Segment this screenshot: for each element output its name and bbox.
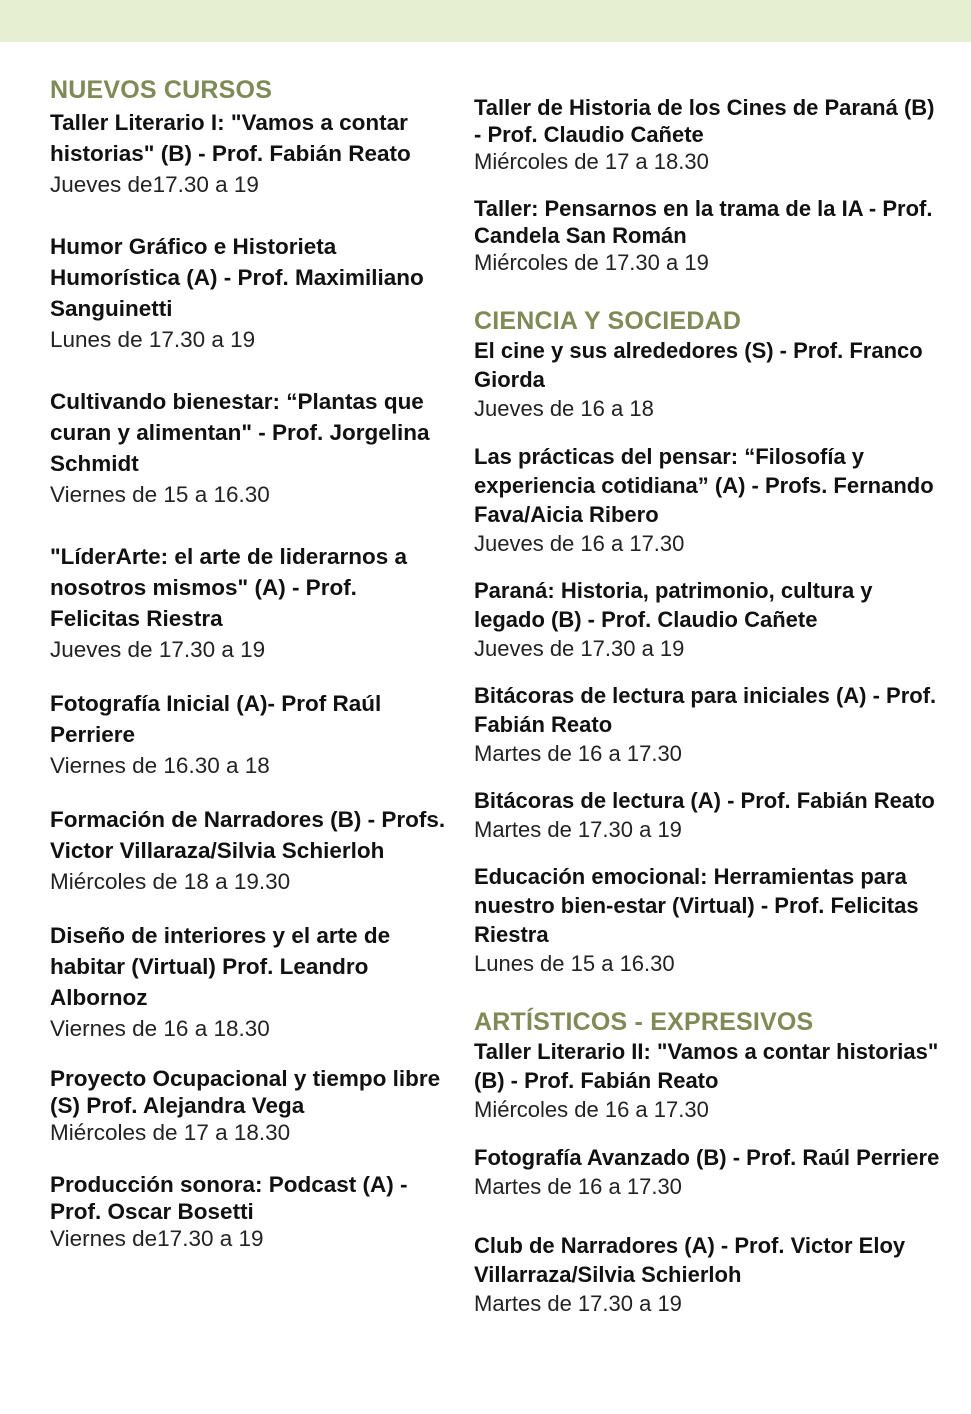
section-heading-artisticos-expresivos: ARTÍSTICOS - EXPRESIVOS [474, 1008, 814, 1036]
course-schedule: Jueves de17.30 a 19 [50, 172, 259, 197]
course-item [474, 442, 944, 558]
course-title: Las prácticas del pensar: “Filosofía y experiencia cotidiana” (A) - Profs. Fernando Fava/Aicia Ribero [474, 444, 934, 527]
right-column [474, 94, 944, 1318]
course-title: Taller Literario II: "Vamos a contar historias" (B) - Prof. Fabián Reato [474, 1039, 939, 1093]
course-schedule: Martes de 17.30 a 19 [474, 1291, 682, 1316]
course-item [474, 195, 944, 276]
course-title: Paraná: Historia, patrimonio, cultura y legado (B) - Prof. Claudio Cañete [474, 578, 873, 632]
course-schedule: Viernes de 16.30 a 18 [50, 753, 270, 778]
course-schedule: Martes de 16 a 17.30 [474, 1174, 682, 1199]
course-schedule: Martes de 17.30 a 19 [474, 817, 682, 842]
course-item [50, 541, 450, 665]
course-title: "LíderArte: el arte de liderarnos a nosotros mismos" (A) - Prof. Felicitas Riestra [50, 544, 408, 631]
course-schedule: Viernes de 15 a 16.30 [50, 482, 270, 507]
course-schedule: Jueves de 16 a 17.30 [474, 531, 685, 556]
course-item [50, 231, 450, 355]
course-schedule: Jueves de 17.30 a 19 [50, 637, 266, 662]
course-schedule: Martes de 16 a 17.30 [474, 741, 682, 766]
course-title: Bitácoras de lectura para iniciales (A) - Prof. Fabián Reato [474, 683, 937, 737]
course-title: Taller: Pensarnos en la trama de la IA - Prof. Candela San Román [474, 196, 933, 248]
course-title: Humor Gráfico e Historieta Humorística (A) - Prof. Maximiliano Sanguinetti [50, 234, 424, 321]
course-title: Fotografía Avanzado (B) - Prof. Raúl Perriere [474, 1145, 940, 1170]
course-title: Producción sonora: Podcast (A) - Prof. Oscar Bosetti [50, 1172, 408, 1224]
course-item [474, 681, 944, 768]
course-item [474, 94, 944, 175]
course-title: Taller de Historia de los Cines de Paraná (B) - Prof. Claudio Cañete [474, 95, 935, 147]
course-title: Cultivando bienestar: “Plantas que curan y alimentan" - Prof. Jorgelina Schmidt [50, 389, 430, 476]
course-item [474, 862, 944, 978]
course-title: Proyecto Ocupacional y tiempo libre (S) Prof. Alejandra Vega [50, 1066, 441, 1118]
course-item [474, 576, 944, 663]
top-band [0, 0, 971, 42]
course-item [50, 804, 450, 897]
course-item [474, 1231, 944, 1318]
course-item [50, 688, 450, 781]
course-title: Educación emocional: Herramientas para nuestro bien-estar (Virtual) - Prof. Felicitas Riestra [474, 864, 919, 947]
course-item [474, 336, 944, 423]
course-item [474, 786, 944, 844]
left-column [50, 74, 450, 1252]
course-item [50, 1171, 450, 1252]
course-schedule: Miércoles de 17.30 a 19 [474, 250, 709, 275]
course-schedule: Miércoles de 18 a 19.30 [50, 869, 291, 894]
section-heading-nuevos-cursos: NUEVOS CURSOS [50, 76, 273, 104]
course-title: Diseño de interiores y el arte de habitar (Virtual) Prof. Leandro Albornoz [50, 923, 391, 1010]
course-item [50, 920, 450, 1044]
course-title: Bitácoras de lectura (A) - Prof. Fabián Reato [474, 788, 935, 813]
course-title: Fotografía Inicial (A)- Prof Raúl Perriere [50, 691, 382, 747]
course-schedule: Jueves de 16 a 18 [474, 396, 654, 421]
course-item [50, 386, 450, 510]
course-schedule: Viernes de 16 a 18.30 [50, 1016, 270, 1041]
course-schedule: Jueves de 17.30 a 19 [474, 636, 685, 661]
course-item [474, 1143, 944, 1201]
course-schedule: Miércoles de 17 a 18.30 [50, 1120, 291, 1145]
course-item [474, 1037, 944, 1124]
course-item [50, 1065, 450, 1146]
course-title: Club de Narradores (A) - Prof. Victor Eloy Villarraza/Silvia Schierloh [474, 1233, 906, 1287]
course-schedule: Lunes de 15 a 16.30 [474, 951, 675, 976]
course-title: Formación de Narradores (B) - Profs. Victor Villaraza/Silvia Schierloh [50, 807, 446, 863]
course-title: El cine y sus alrededores (S) - Prof. Franco Giorda [474, 338, 923, 392]
course-title: Taller Literario I: "Vamos a contar historias" (B) - Prof. Fabián Reato [50, 110, 411, 166]
course-item [50, 107, 450, 200]
course-schedule: Miércoles de 17 a 18.30 [474, 149, 709, 174]
course-schedule: Miércoles de 16 a 17.30 [474, 1097, 709, 1122]
section-heading-ciencia-y-sociedad: CIENCIA Y SOCIEDAD [474, 307, 742, 335]
course-schedule: Lunes de 17.30 a 19 [50, 327, 256, 352]
course-schedule: Viernes de17.30 a 19 [50, 1226, 264, 1251]
